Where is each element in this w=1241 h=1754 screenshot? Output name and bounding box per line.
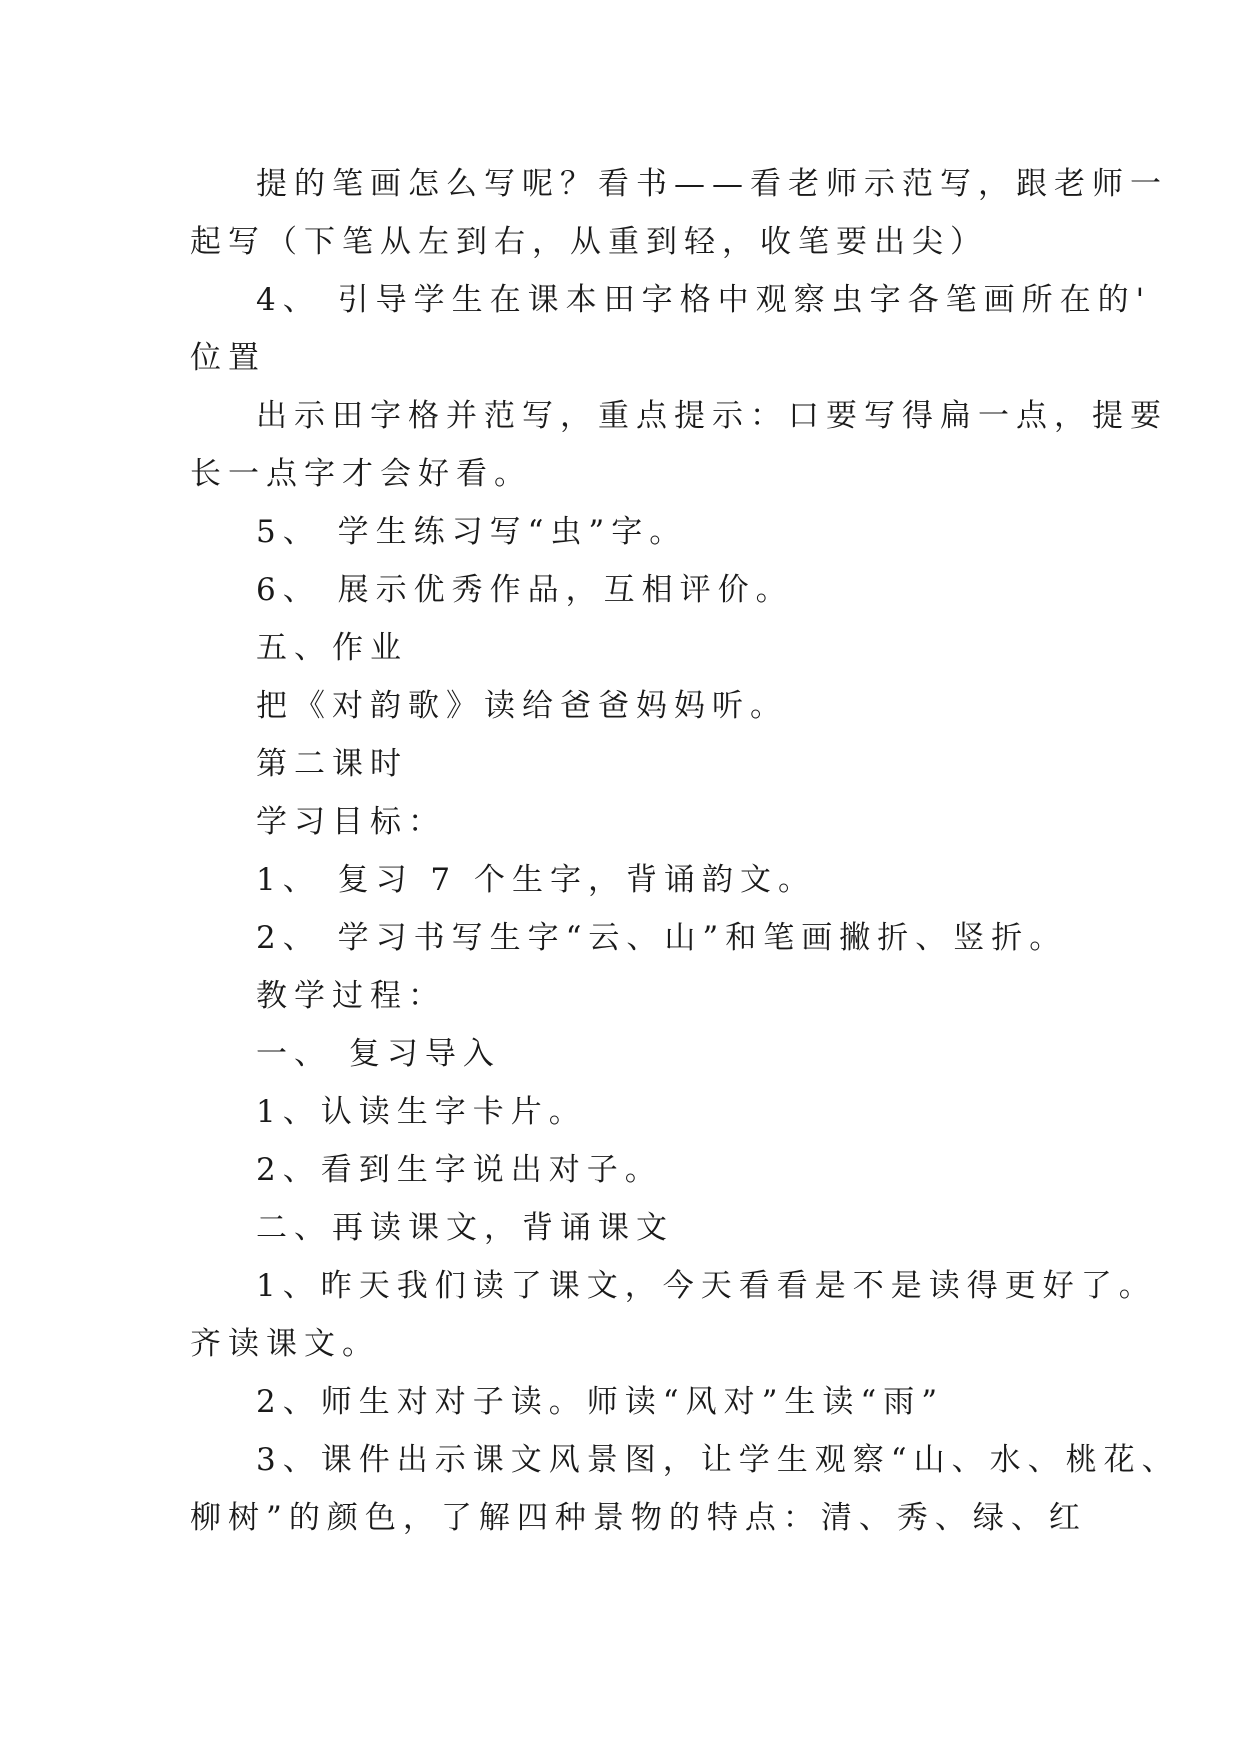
lesson-heading: 第二课时 (256, 746, 408, 782)
text-line-6: 长一点字才会好看。 (190, 456, 532, 492)
text-line-20: 1、昨天我们读了课文，今天看看是不是读得更好了。 (256, 1268, 1157, 1304)
text-line-2: 起写（下笔从左到右，从重到轻，收笔要出尖） (190, 224, 988, 260)
section-heading-reread: 二、再读课文，背诵课文 (256, 1210, 674, 1246)
process-heading: 教学过程： (256, 978, 446, 1014)
text-line-13: 1、 复习 7 个生字，背诵韵文。 (256, 862, 817, 898)
text-line-4: 位置 (190, 340, 266, 376)
text-line-10: 把《对韵歌》读给爸爸妈妈听。 (256, 688, 788, 724)
text-line-3: 4、 引导学生在课本田字格中观察虫字各笔画所在的' (256, 282, 1152, 318)
text-line-7: 5、 学生练习写“虫”字。 (256, 514, 688, 550)
text-line-5: 出示田字格并范写，重点提示：口要写得扁一点，提要 (256, 398, 1168, 434)
objectives-heading: 学习目标： (256, 804, 446, 840)
text-line-8: 6、 展示优秀作品，互相评价。 (256, 572, 794, 608)
text-line-1: 提的笔画怎么写呢？看书——看老师示范写，跟老师一 (256, 166, 1168, 202)
section-heading-homework: 五、作业 (256, 630, 408, 666)
text-line-22: 2、师生对对子读。师读“风对”生读“雨” (256, 1384, 945, 1420)
text-line-18: 2、看到生字说出对子。 (256, 1152, 663, 1188)
section-heading-review: 一、 复习导入 (256, 1036, 501, 1072)
text-line-24: 柳树”的颜色，了解四种景物的特点：清、秀、绿、红 (190, 1500, 1087, 1536)
text-line-17: 1、认读生字卡片。 (256, 1094, 587, 1130)
text-line-14: 2、 学习书写生字“云、山”和笔画撇折、竖折。 (256, 920, 1068, 956)
text-line-21: 齐读课文。 (190, 1326, 380, 1362)
text-line-23: 3、课件出示课文风景图，让学生观察“山、水、桃花、 (256, 1442, 1180, 1478)
